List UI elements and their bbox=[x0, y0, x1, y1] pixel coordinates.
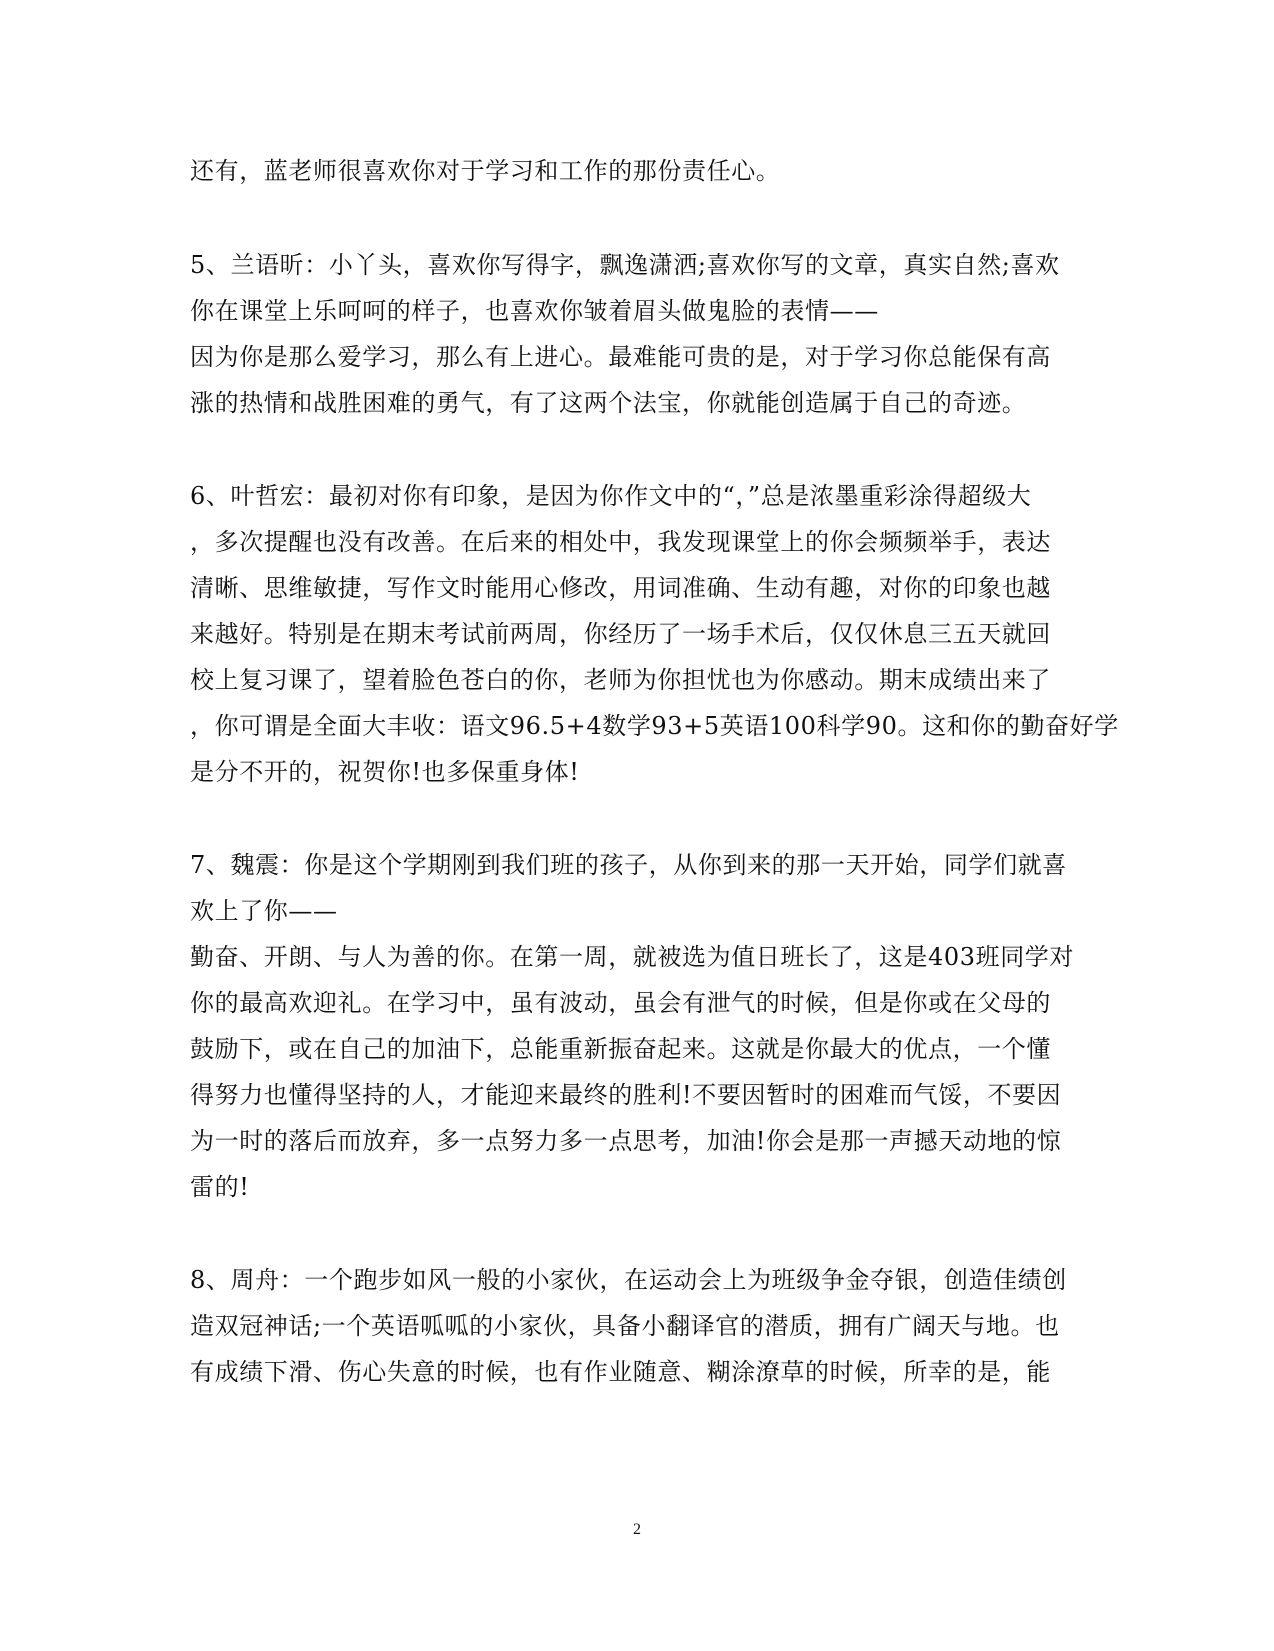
text-line: 5、兰语昕：小丫头，喜欢你写得字，飘逸潇洒;喜欢你写的文章，真实自然;喜欢 bbox=[190, 251, 1060, 279]
page-number: 2 bbox=[633, 1521, 641, 1538]
text-line: 鼓励下，或在自己的加油下，总能重新振奋起来。这就是你最大的优点，一个懂 bbox=[190, 1035, 1051, 1063]
text-line: 6、叶哲宏：最初对你有印象，是因为你作文中的“，”总是浓墨重彩涂得超级大 bbox=[190, 482, 1032, 510]
text-line: 为一时的落后而放弃，多一点努力多一点思考，加油!你会是那一声撼天动地的惊 bbox=[190, 1127, 1062, 1155]
text-line: 你在课堂上乐呵呵的样子，也喜欢你皱着眉头做鬼脸的表情—— bbox=[190, 297, 879, 325]
text-line: 涨的热情和战胜困难的勇气，有了这两个法宝，你就能创造属于自己的奇迹。 bbox=[190, 389, 1027, 417]
text-line: 有成绩下滑、伤心失意的时候，也有作业随意、糊涂潦草的时候，所幸的是，能 bbox=[190, 1358, 1051, 1386]
text-line: 因为你是那么爱学习，那么有上进心。最难能可贵的是，对于学习你总能保有高 bbox=[190, 343, 1051, 371]
text-line: 来越好。特别是在期末考试前两周，你经历了一场手术后，仅仅休息三五天就回 bbox=[190, 620, 1051, 648]
text-line: 勤奋、开朗、与人为善的你。在第一周，就被选为值日班长了，这是403班同学对 bbox=[190, 943, 1075, 971]
text-line: 欢上了你—— bbox=[190, 897, 338, 925]
text-line: ，你可谓是全面大丰收：语文96.5+4数学93+5英语100科学90。这和你的勤奋好学 bbox=[190, 712, 1119, 740]
text-line: ，多次提醒也没有改善。在后来的相处中，我发现课堂上的你会频频举手，表达 bbox=[190, 528, 1051, 556]
text-line: 你的最高欢迎礼。在学习中，虽有波动，虽会有泄气的时候，但是你或在父母的 bbox=[190, 989, 1051, 1017]
text-line: 8、周舟：一个跑步如风一般的小家伙，在运动会上为班级争金夺银，创造佳绩创 bbox=[190, 1266, 1067, 1294]
text-line: 得努力也懂得坚持的人，才能迎来最终的胜利!不要因暂时的困难而气馁，不要因 bbox=[190, 1081, 1062, 1109]
text-line: 雷的! bbox=[190, 1173, 250, 1201]
text-line: 7、魏震：你是这个学期刚到我们班的孩子，从你到来的那一天开始，同学们就喜 bbox=[190, 851, 1067, 879]
text-line: 是分不开的，祝贺你!也多保重身体! bbox=[190, 758, 580, 786]
text-line: 校上复习课了，望着脸色苍白的你，老师为你担忧也为你感动。期末成绩出来了 bbox=[190, 666, 1051, 694]
text-line: 还有，蓝老师很喜欢你对于学习和工作的那份责任心。 bbox=[190, 157, 781, 185]
text-line: 清晰、思维敏捷，写作文时能用心修改，用词准确、生动有趣，对你的印象也越 bbox=[190, 574, 1051, 602]
text-line: 造双冠神话;一个英语呱呱的小家伙，具备小翻译官的潜质，拥有广阔天与地。也 bbox=[190, 1312, 1060, 1340]
